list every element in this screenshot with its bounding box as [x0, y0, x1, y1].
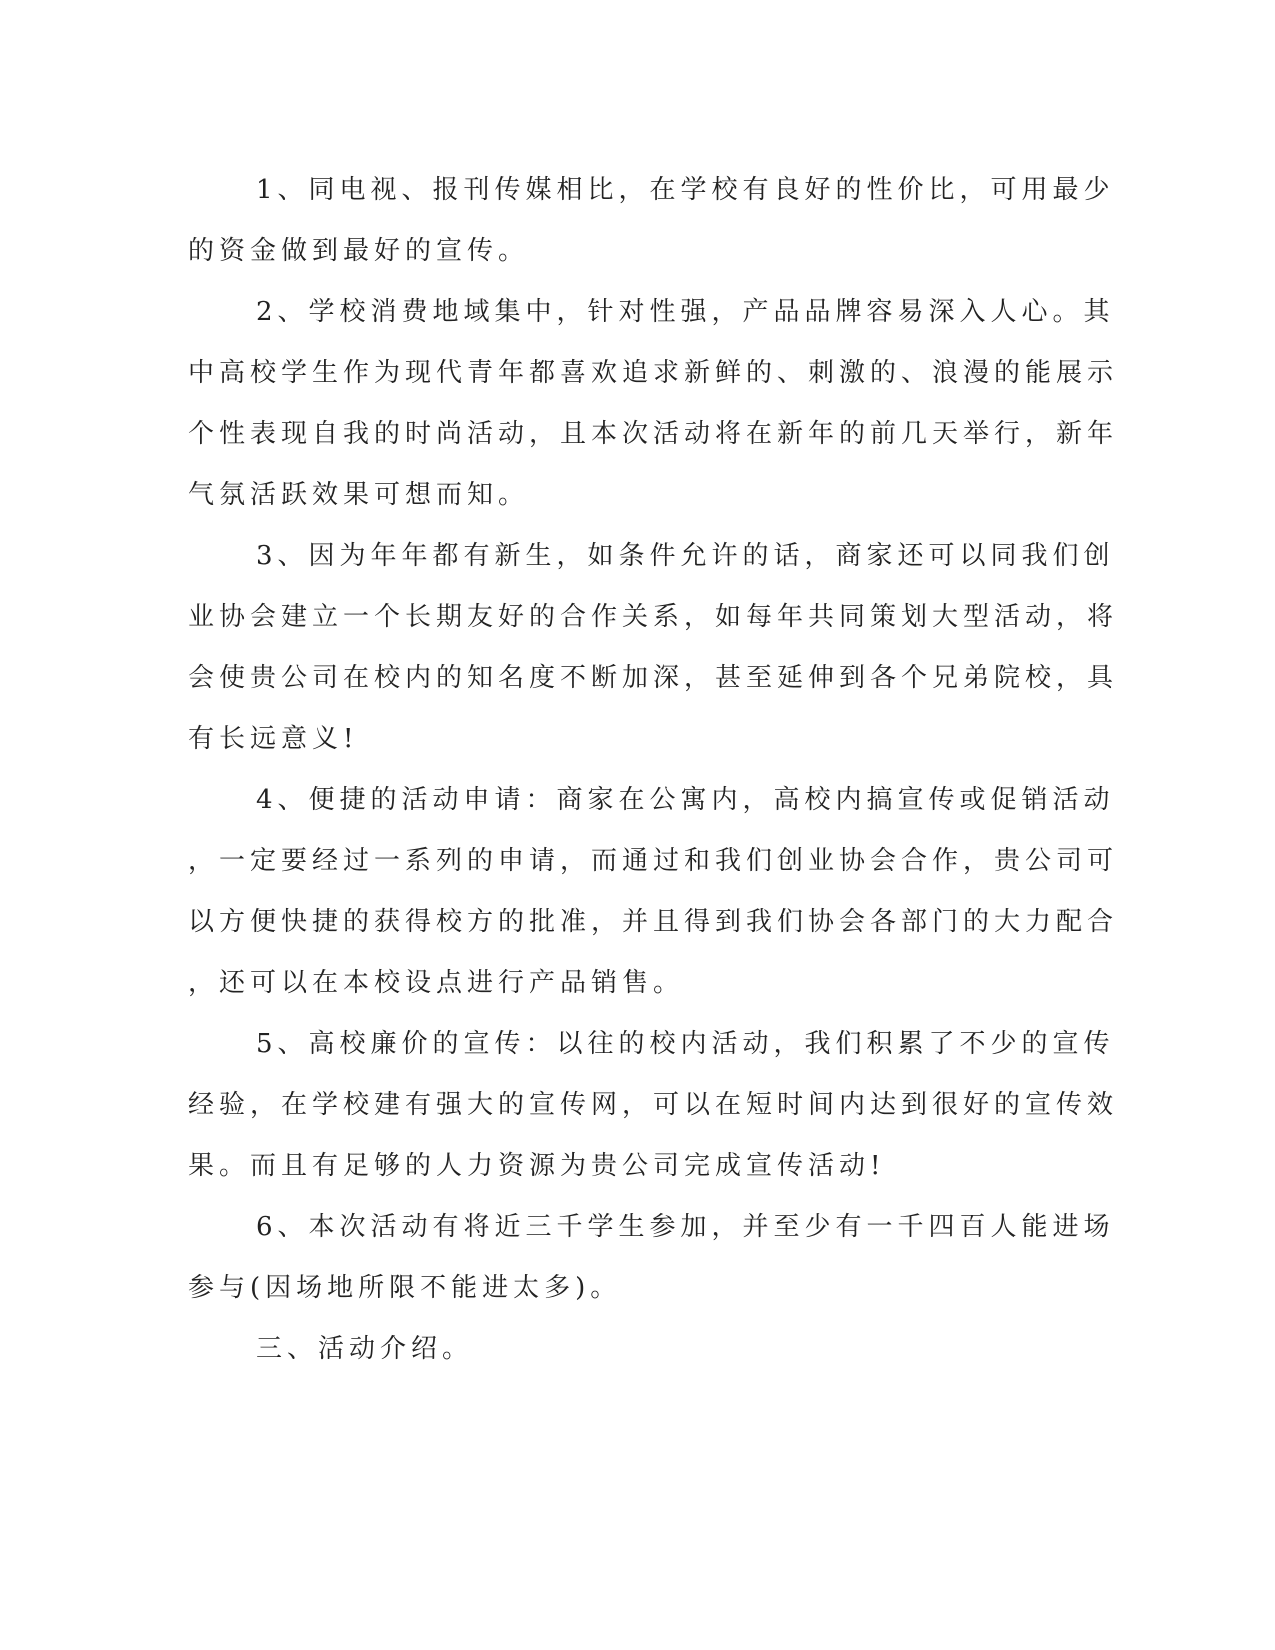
text-line: 1、同电视、报刊传媒相比，在学校有良好的性价比，可用最少	[256, 175, 1115, 205]
text-line: 业协会建立一个长期友好的合作关系，如每年共同策划大型活动，将	[188, 602, 1119, 632]
text-line: 气氛活跃效果可想而知。	[188, 480, 530, 510]
section-heading-text: 三、活动介绍。	[256, 1334, 474, 1364]
paragraph-6	[188, 1197, 1115, 1319]
text-line: 2、学校消费地域集中，针对性强，产品品牌容易深入人心。其	[256, 297, 1115, 327]
paragraph-2	[188, 282, 1119, 526]
text-line: 个性表现自我的时尚活动，且本次活动将在新年的前几天举行，新年	[188, 419, 1119, 449]
text-line: 4、便捷的活动申请：商家在公寓内，高校内搞宣传或促销活动	[256, 785, 1115, 815]
paragraph-1	[188, 160, 1115, 282]
paragraph-5	[188, 1014, 1119, 1197]
text-line: 5、高校廉价的宣传：以往的校内活动，我们积累了不少的宣传	[256, 1029, 1115, 1059]
text-line: 有长远意义!	[188, 724, 359, 754]
text-line: 3、因为年年都有新生，如条件允许的话，商家还可以同我们创	[256, 541, 1115, 571]
paragraph-3	[188, 526, 1119, 770]
text-line: 会使贵公司在校内的知名度不断加深，甚至延伸到各个兄弟院校，具	[188, 663, 1119, 693]
text-line: 的资金做到最好的宣传。	[188, 236, 530, 266]
text-line: 参与(因场地所限不能进太多)。	[188, 1273, 622, 1303]
document-body	[188, 160, 1119, 1380]
text-line: ，一定要经过一系列的申请，而通过和我们创业协会合作，贵公司可	[188, 846, 1119, 876]
section-heading	[188, 1319, 1058, 1380]
text-line: 中高校学生作为现代青年都喜欢追求新鲜的、刺激的、浪漫的能展示	[188, 358, 1119, 388]
text-line: 6、本次活动有将近三千学生参加，并至少有一千四百人能进场	[256, 1212, 1115, 1242]
text-line: 经验，在学校建有强大的宣传网，可以在短时间内达到很好的宣传效	[188, 1090, 1119, 1120]
text-line: ，还可以在本校设点进行产品销售。	[188, 968, 685, 998]
paragraph-4	[188, 770, 1119, 1014]
text-line: 果。而且有足够的人力资源为贵公司完成宣传活动!	[188, 1151, 886, 1181]
text-line: 以方便快捷的获得校方的批准，并且得到我们协会各部门的大力配合	[188, 907, 1119, 937]
